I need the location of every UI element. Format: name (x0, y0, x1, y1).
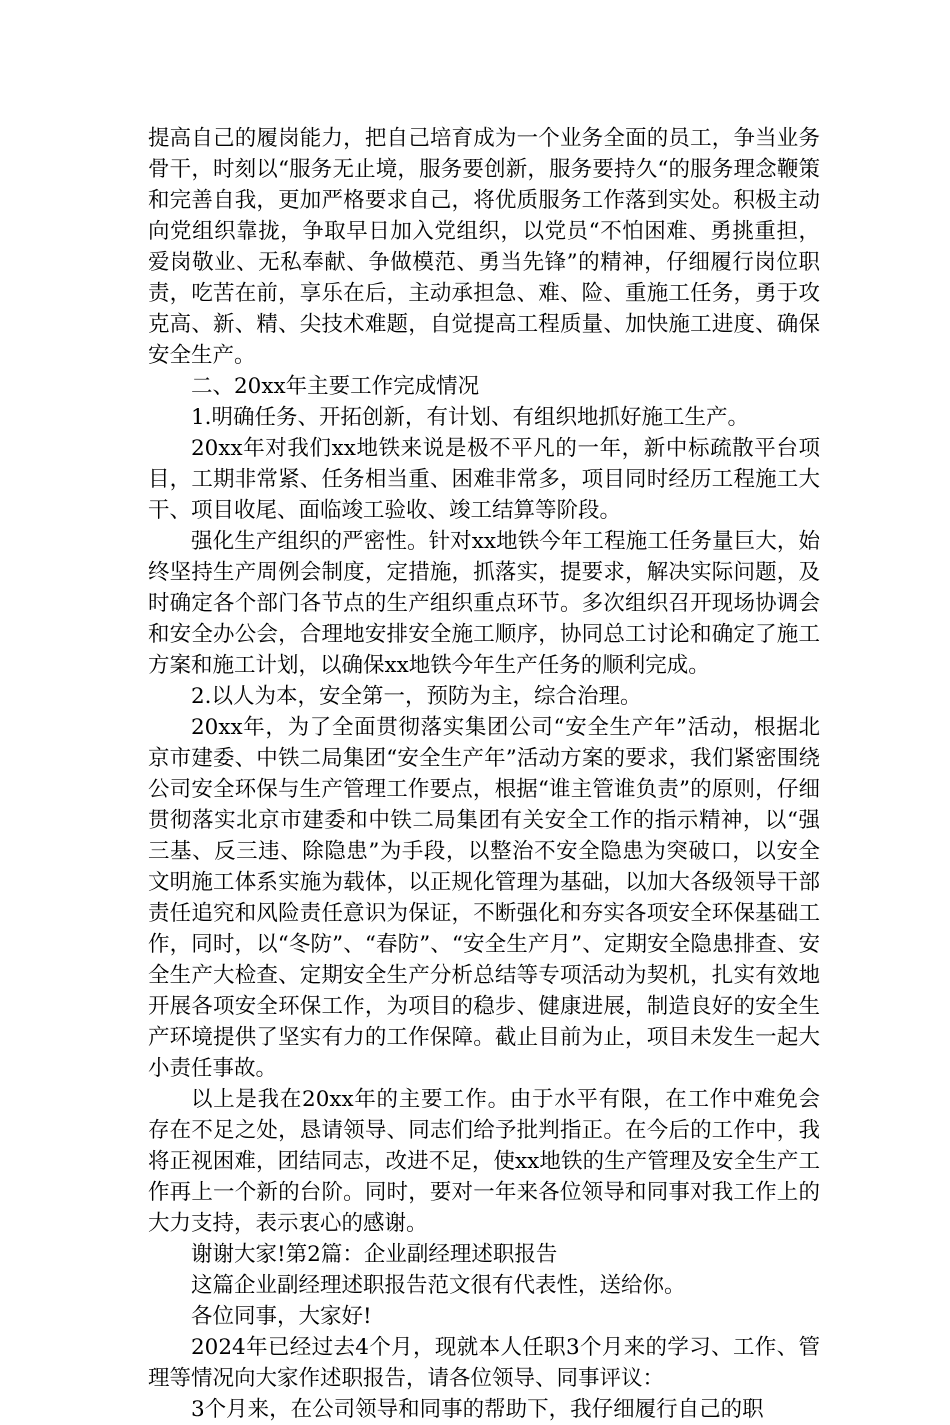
paragraph-intro-note: 这篇企业副经理述职报告范文很有代表性，送给你。 (191, 1273, 686, 1298)
paragraph-safety-work: 20xx年，为了全面贯彻落实集团公司“安全生产年”活动，根据北京市建委、中铁二局集团“安全生产年”活动方案的要求，我们紧密围绕公司安全环保与生产管理工作要点，根据“谁主管谁负责”的原则，仔细贯彻落实北京市建委和中铁二局集团有关安全工作的指示精神，以“强三基、反三违、除隐患”为手段，以整治不安全隐患为突破口，以安全文明施工体系实施为载体，以正规化管理为基础，以加大各级领导干部责任追究和风险责任意识为保证，不断强化和夯实各项安全环保基础工作，同时，以“冬防”、“春防”、“安全生产月”、定期安全隐患排查、安全生产大检查、定期安全生产分析总结等专项活动为契机，扎实有效地开展各项安全环保工作，为项目的稳步、健康进展，制造良好的安全生产环境提供了坚实有力的工作保障。截止目前为止，项目未发生一起大小责任事故。 (148, 715, 820, 1081)
subheading-task-2: 2.以人为本，安全第一，预防为主，综合治理。 (191, 684, 642, 709)
paragraph-report-intro: 2024年已经过去4个月，现就本人任职3个月来的学习、工作、管理等情况向大家作述职报告，请各位领导、同事评议： (148, 1335, 820, 1391)
paragraph-report-body: 3个月来，在公司领导和同事的帮助下，我仔细履行自己的职 (191, 1397, 764, 1422)
paragraph-production-organization: 强化生产组织的严密性。针对xx地铁今年工程施工任务量巨大，始终坚持生产周例会制度，定措施，抓落实，提要求，解决实际问题，及时确定各个部门各节点的生产组织重点环节。多次组织召开现场协调会和安全办公会，合理地安排安全施工顺序，协同总工讨论和确定了施工方案和施工计划，以确保xx地铁今年生产任务的顺利完成。 (148, 529, 820, 678)
paragraph-thanks-and-title: 谢谢大家!第2篇：企业副经理述职报告 (191, 1242, 558, 1267)
paragraph-1: 提高自己的履岗能力，把自己培育成为一个业务全面的员工，争当业务骨干，时刻以“服务无止境，服务要创新，服务要持久“的服务理念鞭策和完善自我，更加严格要求自己，将优质服务工作落到实处。积极主动向党组织靠拢，争取早日加入党组织，以党员“不怕困难、勇挑重担，爱岗敬业、无私奉献、争做模范、勇当先锋”的精神，仔细履行岗位职责，吃苦在前，享乐在后，主动承担急、难、险、重施工任务，勇于攻克高、新、精、尖技术难题，自觉提高工程质量、加快施工进度、确保安全生产。 (148, 126, 820, 368)
subheading-task-1: 1.明确任务、开拓创新，有计划、有组织地抓好施工生产。 (191, 405, 750, 430)
paragraph-greeting: 各位同事，大家好! (191, 1304, 372, 1329)
section-heading-2: 二、20xx年主要工作完成情况 (191, 374, 480, 399)
paragraph-conclusion: 以上是我在20xx年的主要工作。由于水平有限，在工作中难免会存在不足之处，恳请领导、同志们给予批判指正。在今后的工作中，我将正视困难，团结同志，改进不足，使xx地铁的生产管理及安全生产工作再上一个新的台阶。同时，要对一年来各位领导和同事对我工作上的大力支持，表示衷心的感谢。 (148, 1087, 820, 1236)
document-body (148, 123, 820, 1425)
paragraph-project-overview: 20xx年对我们xx地铁来说是极不平凡的一年，新中标疏散平台项目，工期非常紧、任务相当重、困难非常多，项目同时经历工程施工大干、项目收尾、面临竣工验收、竣工结算等阶段。 (148, 436, 820, 523)
